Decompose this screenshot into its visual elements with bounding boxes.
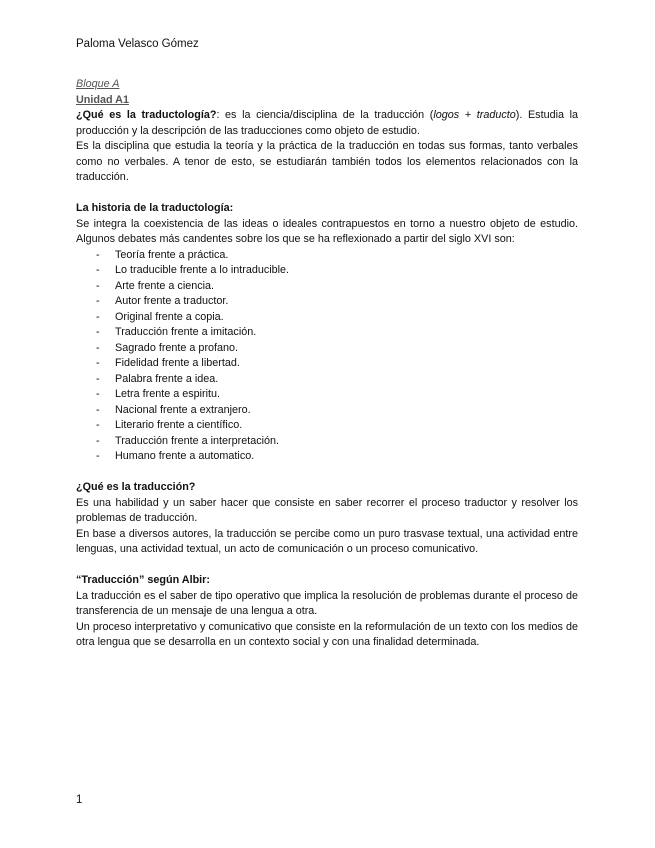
list-dash: - <box>96 372 100 385</box>
traducto-word: traducto <box>476 109 516 121</box>
list-dash: - <box>96 310 100 323</box>
list-item <box>76 248 578 264</box>
list-dash: - <box>96 248 100 261</box>
list-item-text: Nacional frente a extranjero. <box>115 403 251 416</box>
list-item-text: Palabra frente a idea. <box>115 372 219 385</box>
list-item-text: Arte frente a ciencia. <box>115 279 215 292</box>
historia-heading: La historia de la traductología: <box>76 202 234 214</box>
definition-paragraph <box>76 108 578 139</box>
traduccion-heading: ¿Qué es la traducción? <box>76 481 196 493</box>
list-dash: - <box>96 403 100 416</box>
list-dash: - <box>96 434 100 447</box>
list-dash: - <box>96 295 100 307</box>
definition-text-end: ). Estudia la producción y la descripción de las traducciones como objeto de estudio. <box>76 109 579 137</box>
list-item <box>76 341 578 357</box>
list-dash: - <box>96 279 100 292</box>
albir-paragraph-2: Un proceso interpretativo y comunicativo que consiste en la reformulación de un texto con los medios de otra lengua que se desarrolla en un contexto social y con una finalidad determinada. <box>76 620 578 648</box>
list-item <box>76 434 578 450</box>
list-dash: - <box>96 357 100 369</box>
traduccion-paragraph-1: Es una habilidad y un saber hacer que consiste en saber recorrer el proceso traductor y resolver los problemas de traducción. <box>76 496 578 524</box>
definition-term: ¿Qué es la traductología? <box>76 109 217 121</box>
list-item <box>76 418 578 434</box>
list-item-text: Fidelidad frente a libertad. <box>115 357 240 369</box>
list-item-text: Traducción frente a interpretación. <box>115 434 280 447</box>
list-item <box>76 449 578 465</box>
page-header-author: Paloma Velasco Gómez <box>76 38 199 50</box>
list-item <box>76 279 578 295</box>
debate-list <box>76 248 578 465</box>
list-item <box>76 294 578 310</box>
logos-word: logos <box>433 109 460 121</box>
list-item-text: Autor frente a traductor. <box>115 295 229 307</box>
definition-text-start: : es la ciencia/disciplina de la traducción ( <box>216 109 434 121</box>
list-item-text: Sagrado frente a profano. <box>115 341 239 354</box>
list-dash: - <box>96 388 100 400</box>
traduccion-paragraph-2: En base a diversos autores, la traducción se percibe como un puro trasvase textual, una actividad entre lenguas, una actividad textual, un acto de comunicación o un proceso comunicativo. <box>76 527 578 555</box>
list-dash: - <box>96 450 100 462</box>
list-item <box>76 263 578 279</box>
bloque-heading: Bloque A <box>76 78 120 90</box>
plus-sign: + <box>459 109 477 121</box>
discipline-paragraph: Es la disciplina que estudia la teoría y la práctica de la traducción en todas sus formas, tanto verbales como no verbales. A tenor de esto, se estudiarán también todos los elementos relacionados con la traducción. <box>76 140 578 183</box>
list-item-text: Teoría frente a práctica. <box>115 248 229 261</box>
list-item <box>76 325 578 341</box>
page-number: 1 <box>76 794 83 806</box>
list-item-text: Traducción frente a imitación. <box>115 326 257 338</box>
document-body <box>76 77 578 651</box>
list-item <box>76 372 578 388</box>
list-item-text: Lo traducible frente a lo intraducible. <box>115 264 290 276</box>
list-item <box>76 310 578 326</box>
list-item-text: Literario frente a científico. <box>115 419 243 431</box>
list-dash: - <box>96 264 100 276</box>
list-item <box>76 356 578 372</box>
list-item-text: Original frente a copia. <box>115 310 224 323</box>
list-item-text: Letra frente a espiritu. <box>115 388 221 400</box>
unidad-heading: Unidad A1 <box>76 93 129 106</box>
list-dash: - <box>96 326 100 338</box>
albir-heading: “Traducción” según Albir: <box>76 574 210 586</box>
list-item <box>76 403 578 419</box>
list-dash: - <box>96 419 100 431</box>
list-item-text: Humano frente a automatico. <box>115 450 255 462</box>
albir-paragraph-1: La traducción es el saber de tipo operativo que implica la resolución de problemas durante el proceso de transferencia de un mensaje de una lengua a otra. <box>76 589 578 617</box>
list-item <box>76 387 578 403</box>
list-dash: - <box>96 341 100 354</box>
historia-intro: Se integra la coexistencia de las ideas o ideales contrapuestos en torno a nuestro objeto de estudio. Algunos debates más candentes sobre los que se ha reflexionado a partir del siglo XVI son: <box>76 217 578 245</box>
